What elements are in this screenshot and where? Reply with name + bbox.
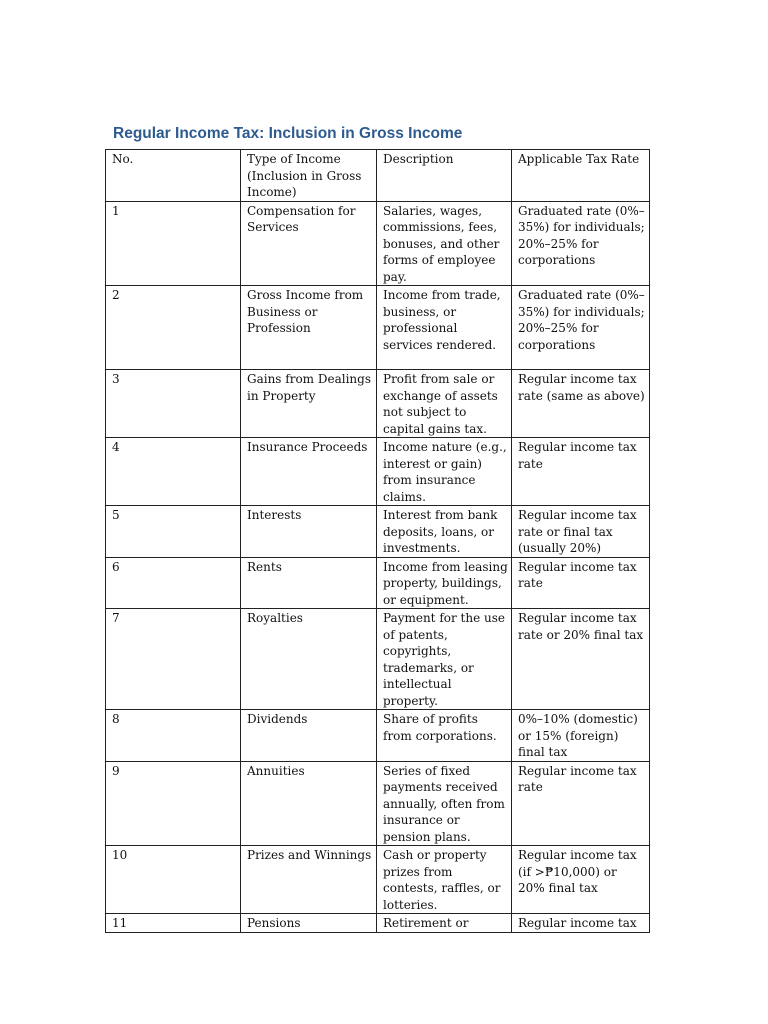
header-applicable-tax-rate: Applicable Tax Rate [512, 150, 650, 202]
cell-rate: Regular income tax rate [512, 761, 650, 846]
cell-type: Insurance Proceeds [241, 438, 377, 506]
page-title: Regular Income Tax: Inclusion in Gross Income [113, 125, 463, 142]
cell-no: 10 [106, 846, 241, 914]
cell-rate: Graduated rate (0%–35%) for individuals; 20%–25% for corporations [512, 201, 650, 286]
cell-rate: Regular income tax rate or 20% final tax [512, 609, 650, 710]
cell-description: Cash or property prizes from contests, raffles, or lotteries. [377, 846, 512, 914]
cell-no: 3 [106, 370, 241, 438]
cell-description: Share of profits from corporations. [377, 710, 512, 762]
cell-type: Compensation for Services [241, 201, 377, 286]
table-row [106, 609, 650, 710]
table-row [106, 846, 650, 914]
cell-rate: Graduated rate (0%–35%) for individuals; 20%–25% for corporations [512, 286, 650, 370]
table-row [106, 506, 650, 558]
cell-rate: Regular income tax rate (same as above) [512, 370, 650, 438]
income-tax-table [105, 149, 650, 933]
cell-description: Interest from bank deposits, loans, or investments. [377, 506, 512, 558]
table-row [106, 710, 650, 762]
table-row [106, 914, 650, 933]
cell-type: Rents [241, 557, 377, 609]
cell-description: Income nature (e.g., interest or gain) from insurance claims. [377, 438, 512, 506]
cell-type: Gains from Dealings in Property [241, 370, 377, 438]
cell-description: Payment for the use of patents, copyrights, trademarks, or intellectual property. [377, 609, 512, 710]
table-row [106, 761, 650, 846]
header-description: Description [377, 150, 512, 202]
cell-no: 4 [106, 438, 241, 506]
table-row [106, 286, 650, 370]
cell-rate: Regular income tax rate [512, 557, 650, 609]
cell-description: Salaries, wages, commissions, fees, bonuses, and other forms of employee pay. [377, 201, 512, 286]
table-row [106, 557, 650, 609]
table-row [106, 201, 650, 286]
cell-description: Income from trade, business, or professional services rendered. [377, 286, 512, 370]
cell-description: Income from leasing property, buildings, or equipment. [377, 557, 512, 609]
cell-rate: Regular income tax rate [512, 438, 650, 506]
cell-no: 7 [106, 609, 241, 710]
cell-type: Interests [241, 506, 377, 558]
header-type-of-income: Type of Income (Inclusion in Gross Income) [241, 150, 377, 202]
cell-rate: Regular income tax rate or final tax (usually 20%) [512, 506, 650, 558]
cell-description: Retirement or [377, 914, 512, 933]
cell-rate: Regular income tax [512, 914, 650, 933]
cell-type: Royalties [241, 609, 377, 710]
table-header-row [106, 150, 650, 202]
cell-no: 9 [106, 761, 241, 846]
cell-no: 1 [106, 201, 241, 286]
cell-type: Dividends [241, 710, 377, 762]
table-row [106, 438, 650, 506]
cell-type: Annuities [241, 761, 377, 846]
header-no: No. [106, 150, 241, 202]
cell-description: Series of fixed payments received annually, often from insurance or pension plans. [377, 761, 512, 846]
cell-description: Profit from sale or exchange of assets not subject to capital gains tax. [377, 370, 512, 438]
table-row [106, 370, 650, 438]
cell-type: Pensions [241, 914, 377, 933]
cell-no: 5 [106, 506, 241, 558]
cell-no: 6 [106, 557, 241, 609]
cell-rate: 0%–10% (domestic) or 15% (foreign) final tax [512, 710, 650, 762]
cell-no: 2 [106, 286, 241, 370]
cell-rate: Regular income tax (if >₱10,000) or 20% final tax [512, 846, 650, 914]
cell-type: Gross Income from Business or Profession [241, 286, 377, 370]
cell-no: 8 [106, 710, 241, 762]
cell-no: 11 [106, 914, 241, 933]
cell-type: Prizes and Winnings [241, 846, 377, 914]
